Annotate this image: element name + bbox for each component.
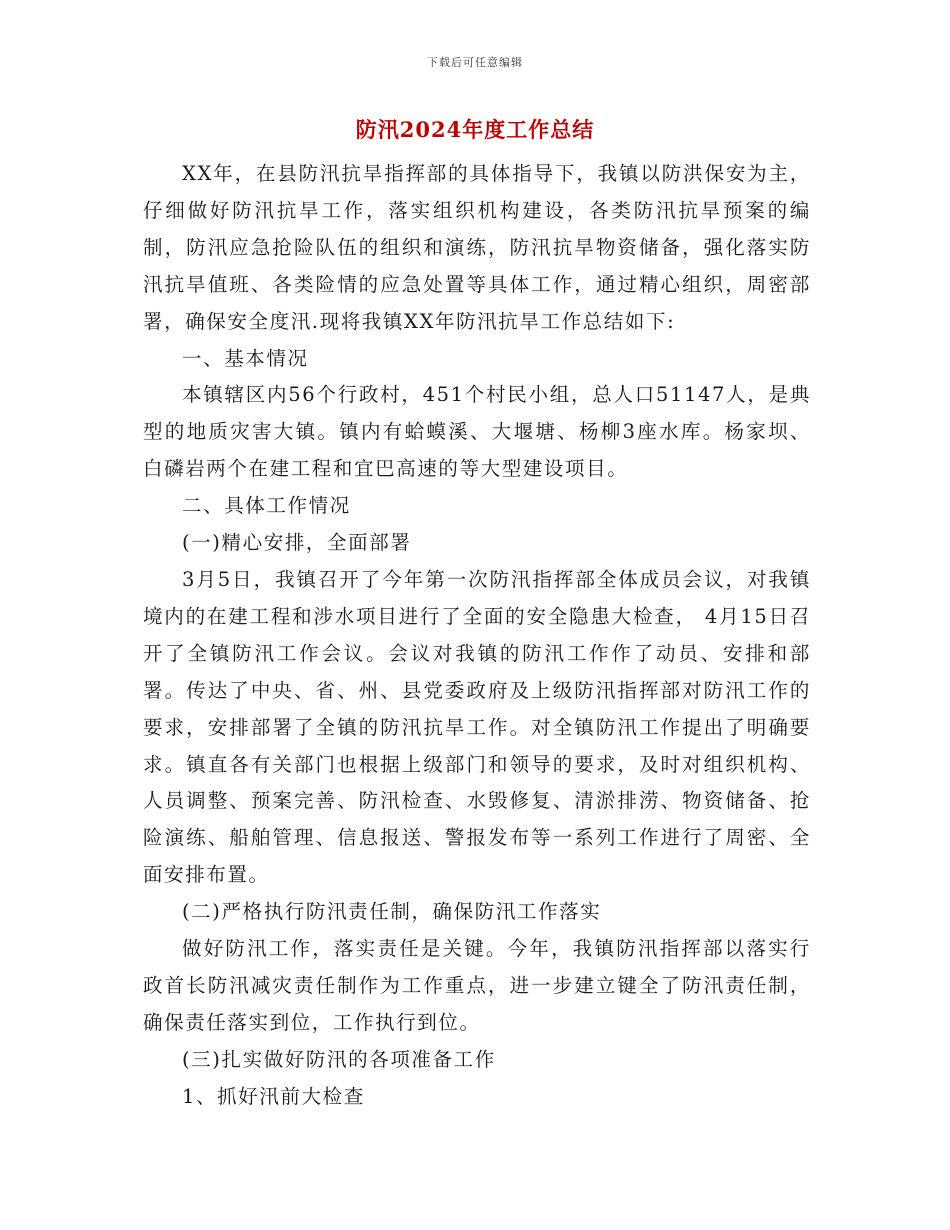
intro-paragraph: XX年，在县防汛抗旱指挥部的具体指导下，我镇以防洪保安为主，仔细做好防汛抗旱工作，落实组织机构建设，各类防汛抗旱预案的编制，防汛应急抢险队伍的组织和演练，防汛抗旱物资储备，强化落实防汛抗旱值班、各类险情的应急处置等具体工作，通过精心组织，周密部署，确保安全度汛.现将我镇XX年防汛抗旱工作总结如下: bbox=[143, 162, 811, 333]
deployment-paragraph: 3月5日，我镇召开了今年第一次防汛指挥部全体成员会议，对我镇境内的在建工程和涉水项目进行了全面的安全隐患大检查， 4月15日召开了全镇防汛工作会议。会议对我镇的防汛工作作了动员、安排和部署。传达了中央、省、州、县党委政府及上级防汛指挥部对防汛工作的要求，安排部署了全镇的防汛抗旱工作。对全镇防汛工作提出了明确要求。镇直各有关部门也根据上级部门和领导的要求，及时对组织机构、人员调整、预案完善、防汛检查、水毁修复、清淤排涝、物资储备、抢险演练、船舶管理、信息报送、警报发布等一系列工作进行了周密、全面安排布置。 bbox=[143, 567, 811, 887]
document-title: 防汛2024年度工作总结 bbox=[355, 117, 595, 142]
section-heading-specific-work: 二、具体工作情况 bbox=[182, 494, 351, 518]
document-body bbox=[143, 156, 811, 1116]
page-header-note: 下载后可任意编辑 bbox=[427, 56, 523, 69]
section-heading-basic-situation: 一、基本情况 bbox=[182, 346, 309, 370]
subsection-heading-2: (二)严格执行防汛责任制，确保防汛工作落实 bbox=[182, 900, 602, 924]
subsection-heading-3: (三)扎实做好防汛的各项准备工作 bbox=[182, 1047, 496, 1071]
responsibility-paragraph: 做好防汛工作，落实责任是关键。今年，我镇防汛指挥部以落实行政首长防汛减灾责任制作为工作重点，进一步建立键全了防汛责任制，确保责任落实到位，工作执行到位。 bbox=[143, 937, 811, 1034]
item-heading-1: 1、抓好汛前大检查 bbox=[182, 1084, 365, 1108]
subsection-heading-1: (一)精心安排，全面部署 bbox=[182, 531, 412, 555]
basic-situation-paragraph: 本镇辖区内56个行政村，451个村民小组，总人口51147人，是典型的地质灾害大镇。镇内有蛤蟆溪、大堰塘、杨柳3座水库。杨家坝、白磷岩两个在建工程和宜巴高速的等大型建设项目。 bbox=[143, 383, 811, 481]
